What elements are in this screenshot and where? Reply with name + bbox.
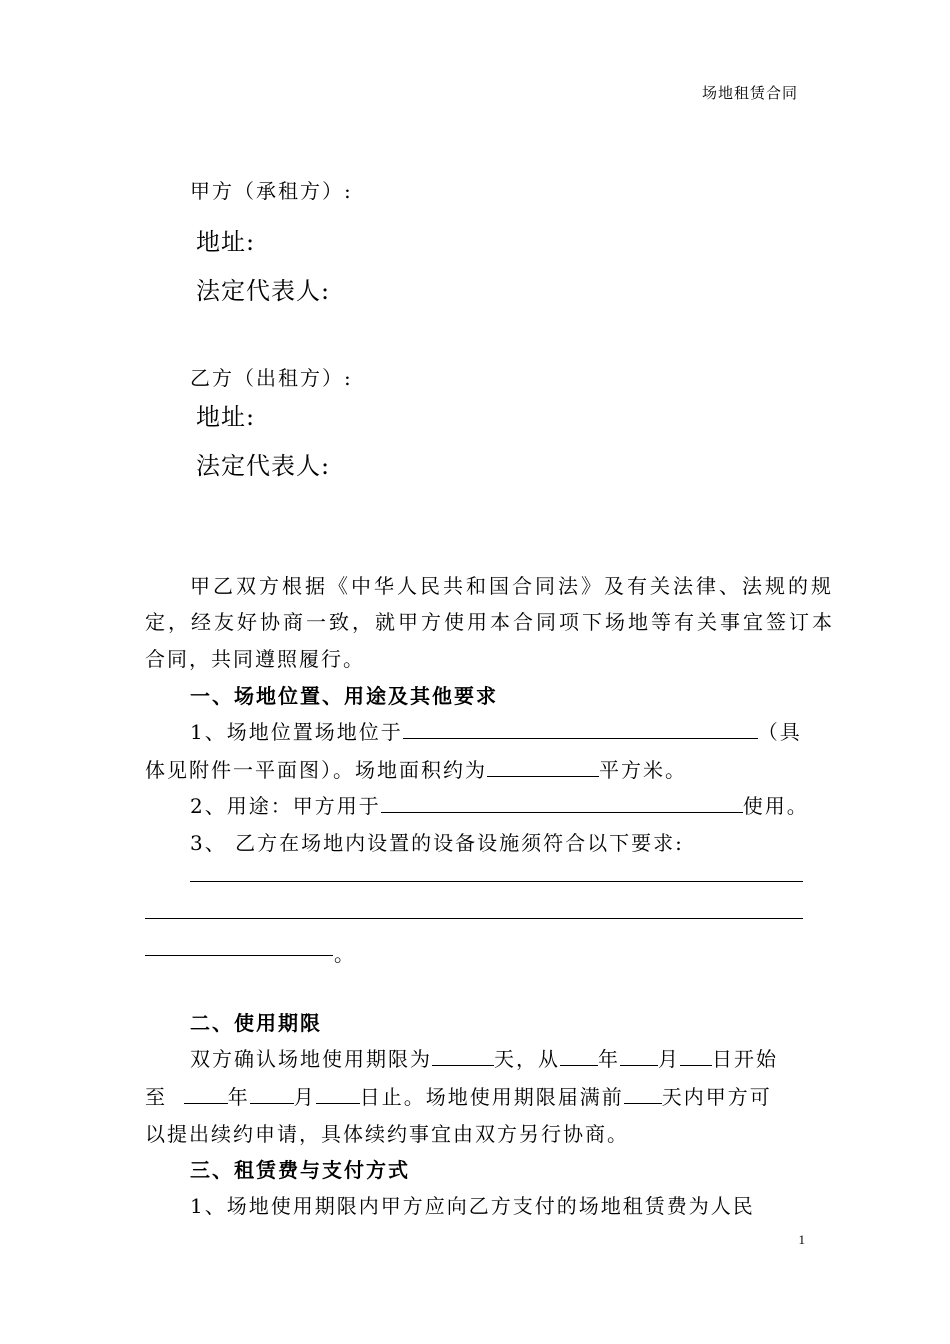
section-3-heading: 三、租赁费与支付方式 (190, 1158, 410, 1182)
renewal-suffix: 天内甲方可 (661, 1085, 772, 1109)
area-unit: 平方米。 (599, 758, 687, 782)
end-day-blank[interactable] (316, 1085, 360, 1104)
section-1-heading: 一、场地位置、用途及其他要求 (190, 684, 498, 708)
requirements-blank-2[interactable] (145, 918, 803, 919)
party-a-title: 甲方（承租方）: (190, 179, 353, 203)
usage-suffix: 使用。 (742, 794, 809, 818)
item-1-suffix: （具 (757, 720, 802, 744)
renewal-label: 日止。场地使用期限届满前 (359, 1085, 624, 1109)
area-blank[interactable] (487, 758, 599, 777)
intro-line-3: 合同，共同遵照履行。 (145, 647, 365, 671)
usage-blank[interactable] (381, 794, 743, 813)
intro-line-1: 甲乙双方根据《中华人民共和国合同法》及有关法律、法规的规 (190, 574, 834, 598)
page-header: 场地租赁合同 (701, 86, 798, 102)
party-b-rep-label: 法定代表人: (196, 452, 331, 480)
term-days-label: 双方确认场地使用期限为 (190, 1047, 432, 1071)
party-b-address-label: 地址: (196, 403, 256, 431)
party-a-address-label: 地址: (196, 228, 256, 256)
page-number: 1 (798, 1232, 805, 1247)
requirements-end-mark: 。 (334, 942, 356, 966)
location-blank[interactable] (403, 720, 758, 739)
start-year-blank[interactable] (560, 1047, 598, 1066)
term-line-2 (145, 1081, 772, 1110)
section-1-item-1-cont (145, 754, 687, 783)
section-1-item-1 (190, 716, 802, 745)
party-a-rep-label: 法定代表人: (196, 277, 331, 305)
party-b-title: 乙方（出租方）: (190, 366, 353, 390)
start-day-blank[interactable] (680, 1047, 712, 1066)
requirements-blank-1[interactable] (190, 881, 803, 882)
end-month-label: 月 (293, 1085, 316, 1109)
section-1-item-2 (190, 790, 809, 819)
start-month-label: 月 (658, 1047, 680, 1071)
start-year-label: 年 (598, 1047, 620, 1071)
area-label: 体见附件一平面图）。场地面积约为 (145, 758, 487, 782)
requirements-blank-3[interactable] (145, 955, 333, 956)
term-to-label: 至 (145, 1085, 167, 1109)
start-day-label: 日开始 (712, 1047, 778, 1071)
end-year-label: 年 (227, 1085, 250, 1109)
term-from-label: 天，从 (494, 1047, 560, 1071)
section-3-item-1: 1、场地使用期限内甲方应向乙方支付的场地租赁费为人民 (190, 1194, 755, 1218)
usage-label: 2、用途：甲方用于 (190, 794, 381, 818)
renewal-days-blank[interactable] (624, 1085, 662, 1104)
item-1-label: 1、场地位置场地位于 (190, 720, 403, 744)
intro-line-2: 定，经友好协商一致，就甲方使用本合同项下场地等有关事宜签订本 (145, 610, 835, 634)
end-year-blank[interactable] (184, 1085, 228, 1104)
start-month-blank[interactable] (620, 1047, 658, 1066)
end-month-blank[interactable] (250, 1085, 294, 1104)
term-line-3: 以提出续约申请，具体续约事宜由双方另行协商。 (145, 1122, 629, 1146)
term-days-blank[interactable] (432, 1047, 494, 1066)
section-2-heading: 二、使用期限 (190, 1011, 322, 1035)
term-line-1 (190, 1043, 778, 1072)
section-1-item-3: 3、 乙方在场地内设置的设备设施须符合以下要求: (190, 831, 684, 855)
